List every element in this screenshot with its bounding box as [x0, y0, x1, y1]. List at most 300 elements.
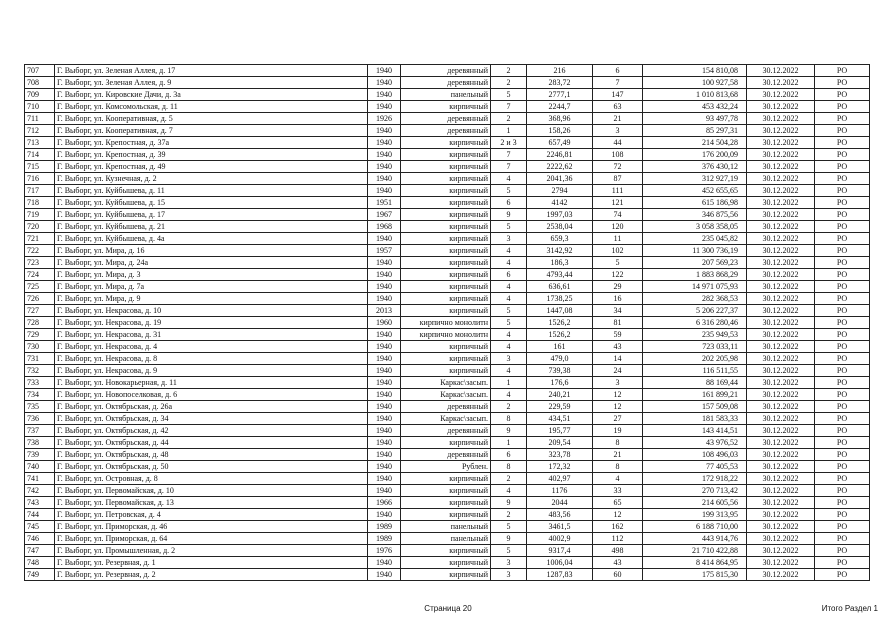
area-cell: 1006,04 [527, 557, 593, 569]
residents-cell: 5 [593, 257, 643, 269]
cost-cell: 93 497,78 [643, 113, 747, 125]
cost-cell: 88 169,44 [643, 377, 747, 389]
row-number-cell: 713 [25, 137, 55, 149]
housing-table [24, 64, 870, 581]
residents-cell: 81 [593, 317, 643, 329]
row-number-cell: 729 [25, 329, 55, 341]
floors-cell: 4 [491, 293, 527, 305]
row-number-cell: 739 [25, 449, 55, 461]
floors-cell: 1 [491, 125, 527, 137]
floors-cell: 5 [491, 185, 527, 197]
wall-material-cell: кирпичный [401, 557, 491, 569]
date-cell: 30.12.2022 [747, 353, 815, 365]
floors-cell: 6 [491, 449, 527, 461]
row-number-cell: 749 [25, 569, 55, 581]
area-cell: 186,3 [527, 257, 593, 269]
wall-material-cell: деревянный [401, 401, 491, 413]
residents-cell: 63 [593, 101, 643, 113]
table-row [25, 221, 870, 233]
address-cell: Г. Выборг, ул. Зеленая Аллея, д. 17 [55, 65, 368, 77]
row-number-cell: 743 [25, 497, 55, 509]
floors-cell: 9 [491, 497, 527, 509]
date-cell: 30.12.2022 [747, 221, 815, 233]
year-cell: 1940 [368, 389, 401, 401]
type-cell: РО [815, 497, 870, 509]
type-cell: РО [815, 425, 870, 437]
wall-material-cell: кирпичный [401, 257, 491, 269]
residents-cell: 21 [593, 449, 643, 461]
wall-material-cell: Каркас\засып. [401, 377, 491, 389]
row-number-cell: 735 [25, 401, 55, 413]
residents-cell: 19 [593, 425, 643, 437]
date-cell: 30.12.2022 [747, 497, 815, 509]
row-number-cell: 741 [25, 473, 55, 485]
wall-material-cell: деревянный [401, 65, 491, 77]
type-cell: РО [815, 173, 870, 185]
table-row [25, 533, 870, 545]
date-cell: 30.12.2022 [747, 509, 815, 521]
row-number-cell: 719 [25, 209, 55, 221]
table-row [25, 185, 870, 197]
year-cell: 2013 [368, 305, 401, 317]
floors-cell: 5 [491, 317, 527, 329]
year-cell: 1966 [368, 497, 401, 509]
table-row [25, 305, 870, 317]
table-row [25, 461, 870, 473]
wall-material-cell: кирпичный [401, 233, 491, 245]
address-cell: Г. Выборг, ул. Некрасова, д. 19 [55, 317, 368, 329]
type-cell: РО [815, 269, 870, 281]
table-row [25, 89, 870, 101]
wall-material-cell: кирпичный [401, 281, 491, 293]
address-cell: Г. Выборг, ул. Приморская, д. 46 [55, 521, 368, 533]
area-cell: 2777,1 [527, 89, 593, 101]
address-cell: Г. Выборг, ул. Островная, д. 8 [55, 473, 368, 485]
wall-material-cell: кирпичный [401, 437, 491, 449]
row-number-cell: 721 [25, 233, 55, 245]
residents-cell: 29 [593, 281, 643, 293]
row-number-cell: 717 [25, 185, 55, 197]
type-cell: РО [815, 485, 870, 497]
floors-cell: 2 [491, 401, 527, 413]
type-cell: РО [815, 281, 870, 293]
wall-material-cell: кирпичный [401, 269, 491, 281]
table-row [25, 173, 870, 185]
year-cell: 1940 [368, 341, 401, 353]
table-row [25, 557, 870, 569]
floors-cell: 7 [491, 101, 527, 113]
residents-cell: 8 [593, 461, 643, 473]
cost-cell: 270 713,42 [643, 485, 747, 497]
year-cell: 1940 [368, 329, 401, 341]
row-number-cell: 720 [25, 221, 55, 233]
year-cell: 1940 [368, 377, 401, 389]
floors-cell: 9 [491, 209, 527, 221]
table-row [25, 281, 870, 293]
area-cell: 283,72 [527, 77, 593, 89]
address-cell: Г. Выборг, ул. Резервная, д. 1 [55, 557, 368, 569]
table-row [25, 329, 870, 341]
address-cell: Г. Выборг, ул. Мира, д. 3 [55, 269, 368, 281]
row-number-cell: 748 [25, 557, 55, 569]
year-cell: 1957 [368, 245, 401, 257]
cost-cell: 346 875,56 [643, 209, 747, 221]
type-cell: РО [815, 149, 870, 161]
address-cell: Г. Выборг, ул. Мира, д. 16 [55, 245, 368, 257]
wall-material-cell: деревянный [401, 125, 491, 137]
wall-material-cell: кирпичный [401, 197, 491, 209]
date-cell: 30.12.2022 [747, 113, 815, 125]
wall-material-cell: деревянный [401, 113, 491, 125]
wall-material-cell: кирпичный [401, 161, 491, 173]
row-number-cell: 718 [25, 197, 55, 209]
address-cell: Г. Выборг, ул. Зеленая Аллея, д. 9 [55, 77, 368, 89]
area-cell: 1738,25 [527, 293, 593, 305]
table-row [25, 521, 870, 533]
year-cell: 1940 [368, 425, 401, 437]
area-cell: 229,59 [527, 401, 593, 413]
residents-cell: 87 [593, 173, 643, 185]
type-cell: РО [815, 137, 870, 149]
floors-cell: 3 [491, 233, 527, 245]
wall-material-cell: кирпично монолитн [401, 329, 491, 341]
area-cell: 657,49 [527, 137, 593, 149]
floors-cell: 7 [491, 149, 527, 161]
wall-material-cell: кирпичный [401, 497, 491, 509]
row-number-cell: 737 [25, 425, 55, 437]
floors-cell: 3 [491, 557, 527, 569]
row-number-cell: 727 [25, 305, 55, 317]
row-number-cell: 746 [25, 533, 55, 545]
cost-cell: 453 432,24 [643, 101, 747, 113]
area-cell: 209,54 [527, 437, 593, 449]
type-cell: РО [815, 233, 870, 245]
type-cell: РО [815, 557, 870, 569]
year-cell: 1989 [368, 533, 401, 545]
address-cell: Г. Выборг, ул. Некрасова, д. 4 [55, 341, 368, 353]
floors-cell: 4 [491, 257, 527, 269]
cost-cell: 161 899,21 [643, 389, 747, 401]
date-cell: 30.12.2022 [747, 173, 815, 185]
floors-cell: 7 [491, 161, 527, 173]
row-number-cell: 725 [25, 281, 55, 293]
address-cell: Г. Выборг, ул. Мира, д. 7а [55, 281, 368, 293]
row-number-cell: 728 [25, 317, 55, 329]
table-row [25, 197, 870, 209]
type-cell: РО [815, 101, 870, 113]
year-cell: 1940 [368, 353, 401, 365]
address-cell: Г. Выборг, ул. Октябрьская, д. 48 [55, 449, 368, 461]
area-cell: 2044 [527, 497, 593, 509]
residents-cell: 6 [593, 65, 643, 77]
type-cell: РО [815, 389, 870, 401]
cost-cell: 202 205,98 [643, 353, 747, 365]
year-cell: 1940 [368, 401, 401, 413]
wall-material-cell: кирпично монолитн [401, 317, 491, 329]
wall-material-cell: деревянный [401, 425, 491, 437]
floors-cell: 6 [491, 269, 527, 281]
table-row [25, 137, 870, 149]
year-cell: 1976 [368, 545, 401, 557]
row-number-cell: 716 [25, 173, 55, 185]
row-number-cell: 722 [25, 245, 55, 257]
cost-cell: 235 045,82 [643, 233, 747, 245]
address-cell: Г. Выборг, ул. Некрасова, д. 31 [55, 329, 368, 341]
row-number-cell: 710 [25, 101, 55, 113]
wall-material-cell: деревянный [401, 77, 491, 89]
type-cell: РО [815, 509, 870, 521]
year-cell: 1940 [368, 569, 401, 581]
date-cell: 30.12.2022 [747, 485, 815, 497]
wall-material-cell: кирпичный [401, 245, 491, 257]
address-cell: Г. Выборг, ул. Октябрьская, д. 34 [55, 413, 368, 425]
area-cell: 4142 [527, 197, 593, 209]
address-cell: Г. Выборг, ул. Некрасова, д. 10 [55, 305, 368, 317]
table-row [25, 497, 870, 509]
row-number-cell: 738 [25, 437, 55, 449]
wall-material-cell: панельный [401, 521, 491, 533]
row-number-cell: 711 [25, 113, 55, 125]
floors-cell: 5 [491, 305, 527, 317]
wall-material-cell: кирпичный [401, 353, 491, 365]
wall-material-cell: кирпичный [401, 341, 491, 353]
cost-cell: 207 569,23 [643, 257, 747, 269]
type-cell: РО [815, 185, 870, 197]
address-cell: Г. Выборг, ул. Октябрьская, д. 44 [55, 437, 368, 449]
area-cell: 2538,04 [527, 221, 593, 233]
type-cell: РО [815, 377, 870, 389]
table-row [25, 389, 870, 401]
cost-cell: 100 927,58 [643, 77, 747, 89]
cost-cell: 235 949,53 [643, 329, 747, 341]
type-cell: РО [815, 65, 870, 77]
row-number-cell: 707 [25, 65, 55, 77]
table-row [25, 65, 870, 77]
residents-cell: 21 [593, 113, 643, 125]
wall-material-cell: кирпичный [401, 509, 491, 521]
floors-cell: 5 [491, 521, 527, 533]
address-cell: Г. Выборг, ул. Приморская, д. 64 [55, 533, 368, 545]
table-row [25, 485, 870, 497]
residents-cell: 60 [593, 569, 643, 581]
date-cell: 30.12.2022 [747, 269, 815, 281]
table-row [25, 245, 870, 257]
area-cell: 368,96 [527, 113, 593, 125]
wall-material-cell: кирпичный [401, 149, 491, 161]
cost-cell: 443 914,76 [643, 533, 747, 545]
date-cell: 30.12.2022 [747, 185, 815, 197]
floors-cell: 2 и 3 [491, 137, 527, 149]
type-cell: РО [815, 353, 870, 365]
section-total-label: Итого Раздел 1 [821, 604, 878, 613]
date-cell: 30.12.2022 [747, 281, 815, 293]
cost-cell: 176 200,09 [643, 149, 747, 161]
date-cell: 30.12.2022 [747, 461, 815, 473]
year-cell: 1989 [368, 521, 401, 533]
date-cell: 30.12.2022 [747, 377, 815, 389]
address-cell: Г. Выборг, ул. Мира, д. 24а [55, 257, 368, 269]
address-cell: Г. Выборг, ул. Куйбышева, д. 11 [55, 185, 368, 197]
floors-cell: 4 [491, 173, 527, 185]
floors-cell: 6 [491, 197, 527, 209]
row-number-cell: 708 [25, 77, 55, 89]
residents-cell: 65 [593, 497, 643, 509]
table-body [25, 65, 870, 581]
year-cell: 1960 [368, 317, 401, 329]
table-row [25, 317, 870, 329]
wall-material-cell: кирпичный [401, 185, 491, 197]
date-cell: 30.12.2022 [747, 101, 815, 113]
year-cell: 1951 [368, 197, 401, 209]
address-cell: Г. Выборг, ул. Первомайская, д. 10 [55, 485, 368, 497]
address-cell: Г. Выборг, ул. Мира, д. 9 [55, 293, 368, 305]
area-cell: 2222,62 [527, 161, 593, 173]
residents-cell: 16 [593, 293, 643, 305]
table-row [25, 233, 870, 245]
area-cell: 2041,36 [527, 173, 593, 185]
floors-cell: 4 [491, 485, 527, 497]
date-cell: 30.12.2022 [747, 161, 815, 173]
date-cell: 30.12.2022 [747, 521, 815, 533]
cost-cell: 282 368,53 [643, 293, 747, 305]
year-cell: 1940 [368, 269, 401, 281]
cost-cell: 154 810,08 [643, 65, 747, 77]
cost-cell: 199 313,95 [643, 509, 747, 521]
floors-cell: 2 [491, 113, 527, 125]
cost-cell: 108 496,03 [643, 449, 747, 461]
cost-cell: 43 976,52 [643, 437, 747, 449]
year-cell: 1940 [368, 365, 401, 377]
area-cell: 483,56 [527, 509, 593, 521]
table-row [25, 113, 870, 125]
row-number-cell: 742 [25, 485, 55, 497]
date-cell: 30.12.2022 [747, 365, 815, 377]
date-cell: 30.12.2022 [747, 233, 815, 245]
residents-cell: 4 [593, 473, 643, 485]
table-row [25, 509, 870, 521]
address-cell: Г. Выборг, ул. Октябрьская, д. 42 [55, 425, 368, 437]
residents-cell: 43 [593, 341, 643, 353]
floors-cell: 4 [491, 281, 527, 293]
cost-cell: 143 414,51 [643, 425, 747, 437]
type-cell: РО [815, 329, 870, 341]
row-number-cell: 712 [25, 125, 55, 137]
year-cell: 1940 [368, 173, 401, 185]
year-cell: 1940 [368, 101, 401, 113]
floors-cell: 2 [491, 509, 527, 521]
residents-cell: 162 [593, 521, 643, 533]
address-cell: Г. Выборг, ул. Крепостная, д. 49 [55, 161, 368, 173]
date-cell: 30.12.2022 [747, 449, 815, 461]
address-cell: Г. Выборг, ул. Резервная, д. 2 [55, 569, 368, 581]
address-cell: Г. Выборг, ул. Крепостная, д. 39 [55, 149, 368, 161]
address-cell: Г. Выборг, ул. Петровская, д. 4 [55, 509, 368, 521]
table-row [25, 401, 870, 413]
floors-cell: 4 [491, 365, 527, 377]
area-cell: 216 [527, 65, 593, 77]
address-cell: Г. Выборг, ул. Крепостная, д. 37а [55, 137, 368, 149]
residents-cell: 12 [593, 389, 643, 401]
year-cell: 1926 [368, 113, 401, 125]
cost-cell: 1 883 868,29 [643, 269, 747, 281]
area-cell: 4002,9 [527, 533, 593, 545]
table-row [25, 437, 870, 449]
date-cell: 30.12.2022 [747, 317, 815, 329]
type-cell: РО [815, 401, 870, 413]
row-number-cell: 714 [25, 149, 55, 161]
floors-cell: 9 [491, 533, 527, 545]
type-cell: РО [815, 449, 870, 461]
date-cell: 30.12.2022 [747, 329, 815, 341]
address-cell: Г. Выборг, ул. Куйбышева, д. 21 [55, 221, 368, 233]
type-cell: РО [815, 569, 870, 581]
residents-cell: 27 [593, 413, 643, 425]
address-cell: Г. Выборг, ул. Октябрьская, д. 50 [55, 461, 368, 473]
wall-material-cell: кирпичный [401, 173, 491, 185]
area-cell: 176,6 [527, 377, 593, 389]
wall-material-cell: Рублен. [401, 461, 491, 473]
date-cell: 30.12.2022 [747, 77, 815, 89]
floors-cell: 1 [491, 437, 527, 449]
year-cell: 1940 [368, 557, 401, 569]
area-cell: 161 [527, 341, 593, 353]
date-cell: 30.12.2022 [747, 137, 815, 149]
date-cell: 30.12.2022 [747, 533, 815, 545]
area-cell: 3461,5 [527, 521, 593, 533]
floors-cell: 8 [491, 461, 527, 473]
floors-cell: 2 [491, 65, 527, 77]
residents-cell: 59 [593, 329, 643, 341]
cost-cell: 312 927,19 [643, 173, 747, 185]
address-cell: Г. Выборг, ул. Первомайская, д. 13 [55, 497, 368, 509]
table-row [25, 377, 870, 389]
table-row [25, 341, 870, 353]
residents-cell: 102 [593, 245, 643, 257]
table-row [25, 425, 870, 437]
year-cell: 1968 [368, 221, 401, 233]
year-cell: 1940 [368, 473, 401, 485]
floors-cell: 1 [491, 377, 527, 389]
address-cell: Г. Выборг, ул. Новокарьерная, д. 11 [55, 377, 368, 389]
cost-cell: 85 297,31 [643, 125, 747, 137]
year-cell: 1967 [368, 209, 401, 221]
date-cell: 30.12.2022 [747, 65, 815, 77]
date-cell: 30.12.2022 [747, 125, 815, 137]
table-row [25, 161, 870, 173]
cost-cell: 214 504,28 [643, 137, 747, 149]
residents-cell: 3 [593, 377, 643, 389]
wall-material-cell: кирпичный [401, 101, 491, 113]
floors-cell: 5 [491, 221, 527, 233]
residents-cell: 74 [593, 209, 643, 221]
cost-cell: 376 430,12 [643, 161, 747, 173]
date-cell: 30.12.2022 [747, 293, 815, 305]
floors-cell: 4 [491, 389, 527, 401]
date-cell: 30.12.2022 [747, 257, 815, 269]
residents-cell: 24 [593, 365, 643, 377]
year-cell: 1940 [368, 485, 401, 497]
wall-material-cell: кирпичный [401, 569, 491, 581]
area-cell: 1287,83 [527, 569, 593, 581]
row-number-cell: 744 [25, 509, 55, 521]
date-cell: 30.12.2022 [747, 149, 815, 161]
floors-cell: 4 [491, 329, 527, 341]
row-number-cell: 733 [25, 377, 55, 389]
area-cell: 479,0 [527, 353, 593, 365]
area-cell: 739,38 [527, 365, 593, 377]
residents-cell: 7 [593, 77, 643, 89]
residents-cell: 43 [593, 557, 643, 569]
